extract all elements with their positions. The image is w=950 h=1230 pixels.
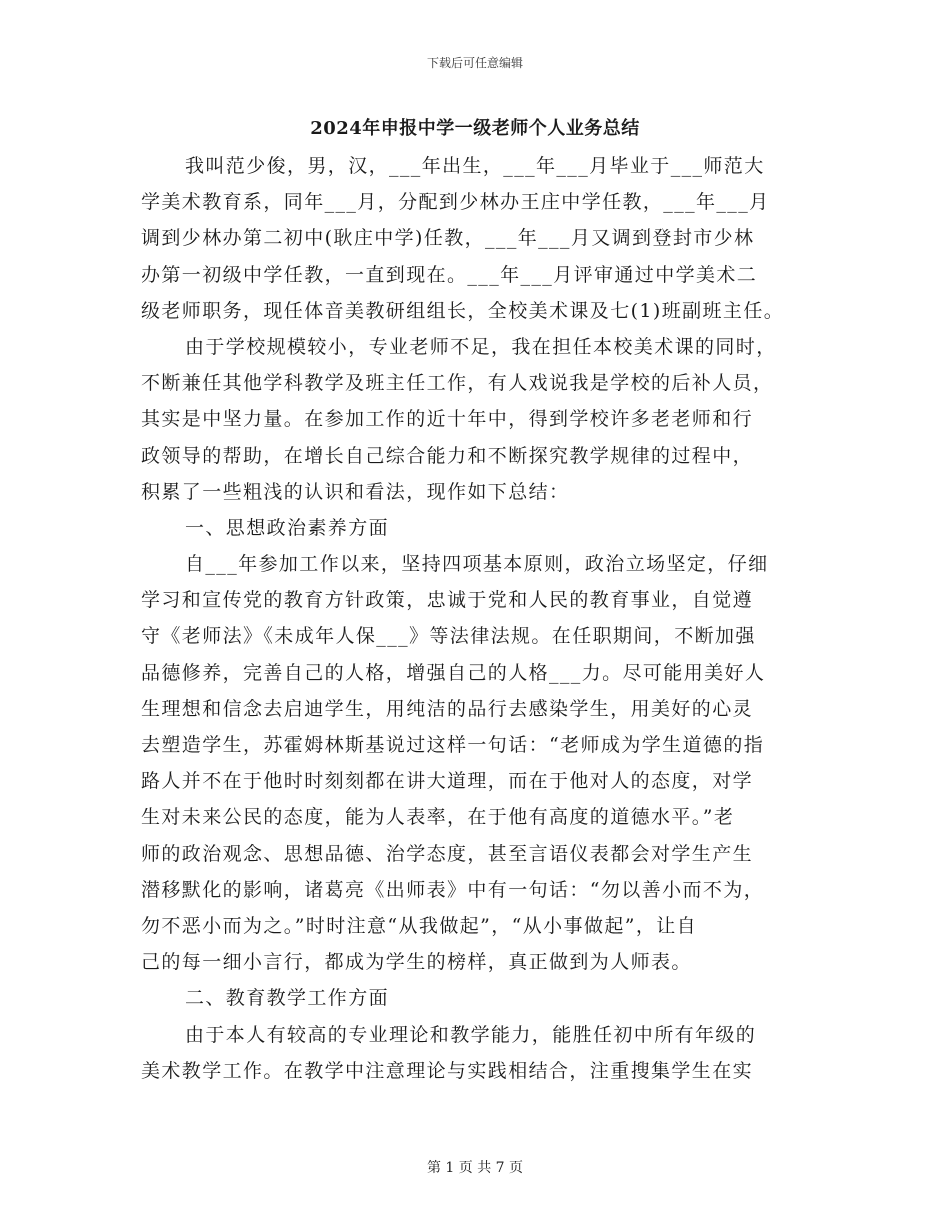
text-line: 师的政治观念、思想品德、治学态度，甚至言语仪表都会对学生产生 [141,842,754,865]
text-line: 路人并不在于他时时刻刻都在讲大道理，而在于他对人的态度，对学 [141,770,754,793]
text-line: 自___年参加工作以来，坚持四项基本原则，政治立场坚定，仔细 [185,553,769,576]
text-line: 不断兼任其他学科教学及班主任工作，有人戏说我是学校的后补人员， [141,372,774,395]
text-line: 我叫范少俊，男，汉，___年出生，___年___月毕业于___师范大 [185,155,765,177]
section-heading: 二、教育教学工作方面 [185,987,390,1010]
text-line: 美术教学工作。在教学中注意理论与实践相结合，注重搜集学生在实 [141,1059,754,1082]
text-line: 守《老师法》《未成年人保___》等法律法规。在任职期间，不断加强 [141,625,756,648]
text-line: 生理想和信念去启迪学生，用纯洁的品行去感染学生，用美好的心灵 [141,697,754,720]
header-note: 下载后可任意编辑 [426,56,523,70]
text-line: 己的每一细小言行，都成为学生的榜样，真正做到为人师表。 [141,951,692,974]
page-number: 第 1 页 共 7 页 [426,1160,524,1176]
text-line: 勿不恶小而为之。”时时注意“从我做起”，“从小事做起”，让自 [141,914,698,937]
text-line: 积累了一些粗浅的认识和看法，现作如下总结： [141,480,570,503]
section-heading: 一、思想政治素养方面 [185,516,390,539]
document-title: 2024年申报中学一级老师个人业务总结 [310,118,640,139]
text-line: 去塑造学生，苏霍姆林斯基说过这样一句话：“老师成为学生道德的指 [141,734,765,756]
text-line: 由于本人有较高的专业理论和教学能力，能胜任初中所有年级的 [185,1023,757,1046]
text-line: 品德修养，完善自己的人格，增强自己的人格___力。尽可能用美好人 [141,661,766,684]
text-line: 级老师职务，现任体音美教研组组长，全校美术课及七(1)班副班主任。 [141,299,785,322]
document-body [141,148,821,1089]
text-line: 生对未来公民的态度，能为人表率，在于他有高度的道德水平。”老 [141,806,735,829]
text-line: 其实是中坚力量。在参加工作的近十年中，得到学校许多老老师和行 [141,408,754,431]
text-line: 办第一初级中学任教，一直到现在。___年___月评审通过中学美术二 [141,263,758,286]
text-line: 潜移默化的影响，诸葛亮《出师表》中有一句话：“勿以善小而不为， [141,878,765,901]
text-line: 学习和宣传党的教育方针政策，忠诚于党和人民的教育事业，自觉遵 [141,589,754,612]
text-line: 调到少林办第二初中(耿庄中学)任教，___年___月又调到登封市少林 [141,227,755,250]
text-line: 由于学校规模较小，专业老师不足，我在担任本校美术课的同时， [185,335,777,358]
text-line: 政领导的帮助，在增长自己综合能力和不断探究教学规律的过程中， [141,444,754,467]
text-line: 学美术教育系，同年___月，分配到少林办王庄中学任教，___年___月 [141,191,770,214]
